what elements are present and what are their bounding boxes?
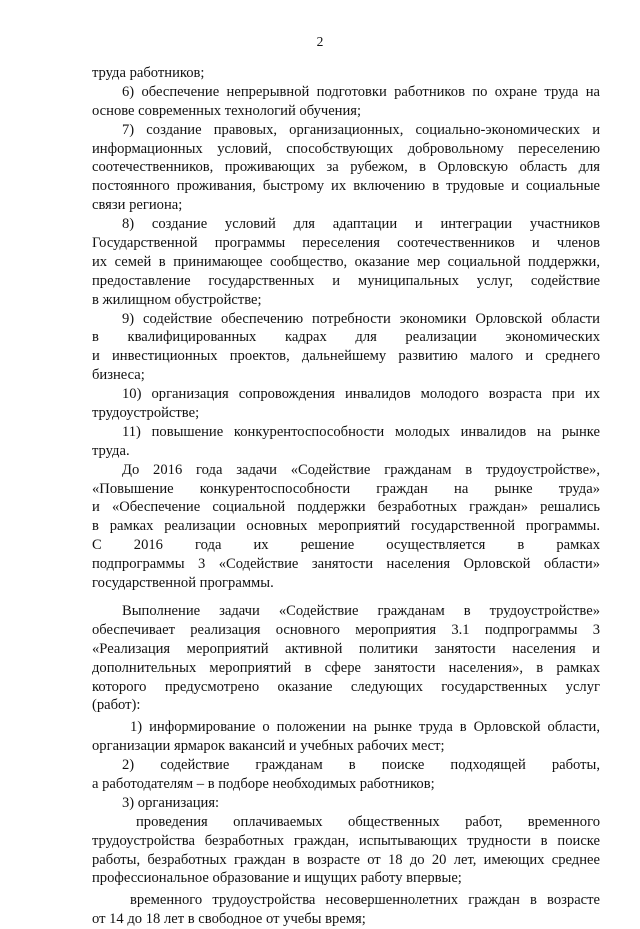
text-line: в квалифицированных кадрах для реализации экономических: [92, 329, 600, 346]
text-line: организации ярмарок вакансий и учебных рабочих мест;: [92, 738, 445, 755]
text-line: (работ):: [92, 697, 141, 714]
text-line: и инвестиционных проектов, дальнейшему развитию малого и среднего: [92, 348, 600, 365]
text-line: а работодателям – в подборе необходимых работников;: [92, 775, 435, 792]
text-line: в жилищном обустройстве;: [92, 291, 262, 308]
text-line: трудоустройстве;: [92, 405, 200, 422]
text-line: их семей в принимающее сообщество, оказание мер социальной поддержки,: [92, 253, 600, 270]
text-line: бизнеса;: [92, 367, 145, 384]
page-number: 2: [316, 34, 324, 49]
text-line: профессиональное образование и ищущих работу впервые;: [92, 870, 462, 887]
text-line: временного трудоустройства несовершеннолетних граждан в возрасте: [130, 892, 600, 909]
text-line: 8) создание условий для адаптации и интеграции участников: [122, 216, 600, 233]
text-line: в рамках реализации основных мероприятий государственной программы.: [92, 518, 600, 535]
text-line: основе современных технологий обучения;: [92, 102, 362, 119]
text-line: труда работников;: [92, 65, 205, 81]
text-line: соотечественников, проживающих за рубежом, в Орловскую область для: [92, 159, 600, 176]
text-line: государственной программы.: [92, 575, 274, 592]
text-line: «Реализация мероприятий активной политики занятости населения и: [92, 640, 600, 657]
text-line: работы, безработных граждан в возрасте от 18 до 20 лет, имеющих среднее: [92, 851, 600, 868]
text-line: которого предусмотрено оказание следующих государственных услуг: [92, 678, 600, 695]
text-line: дополнительных мероприятий в сфере занятости населения», в рамках: [92, 659, 600, 676]
text-line: обеспечивает реализация основного мероприятия 3.1 подпрограммы 3: [92, 621, 600, 638]
text-line: С 2016 года их решение осуществляется в рамках: [92, 537, 600, 554]
text-line: 7) создание правовых, организационных, социально-экономических и: [122, 121, 600, 138]
text-line: 9) содействие обеспечению потребности экономики Орловской области: [122, 310, 600, 327]
text-line: 1) информирование о положении на рынке труда в Орловской области,: [130, 719, 600, 736]
text-line: постоянного проживания, быстрому их включению в трудовые и социальные: [92, 178, 600, 195]
text-line: проведения оплачиваемых общественных работ, временного: [136, 813, 600, 830]
text-line: 6) обеспечение непрерывной подготовки работников по охране труда на: [122, 83, 600, 100]
text-line: связи региона;: [92, 197, 183, 214]
document-body: [92, 64, 600, 929]
text-line: и «Обеспечение социальной поддержки безработных граждан» решались: [92, 499, 600, 516]
text-line: информационных условий, способствующих добровольному переселению: [92, 140, 600, 157]
text-line: 2) содействие гражданам в поиске подходящей работы,: [122, 757, 600, 774]
text-line: До 2016 года задачи «Содействие гражданам в трудоустройстве»,: [122, 461, 600, 478]
text-line: Государственной программы переселения соотечественников и членов: [92, 235, 600, 252]
text-line: 11) повышение конкурентоспособности молодых инвалидов на рынке: [122, 423, 600, 440]
text-line: от 14 до 18 лет в свободное от учебы время;: [92, 911, 366, 928]
text-line: предоставление государственных и муниципальных услуг, содействие: [92, 272, 600, 289]
text-line: Выполнение задачи «Содействие гражданам в трудоустройстве»: [122, 602, 600, 619]
text-line: трудоустройства безработных граждан, испытывающих трудности в поиске: [92, 832, 600, 849]
text-line: 10) организация сопровождения инвалидов молодого возраста при их: [122, 386, 600, 403]
text-line: труда.: [92, 442, 130, 459]
text-line: «Повышение конкурентоспособности граждан на рынке труда»: [92, 480, 600, 497]
text-line: подпрограммы 3 «Содействие занятости населения Орловской области»: [92, 556, 600, 573]
text-line: 3) организация:: [122, 794, 220, 811]
